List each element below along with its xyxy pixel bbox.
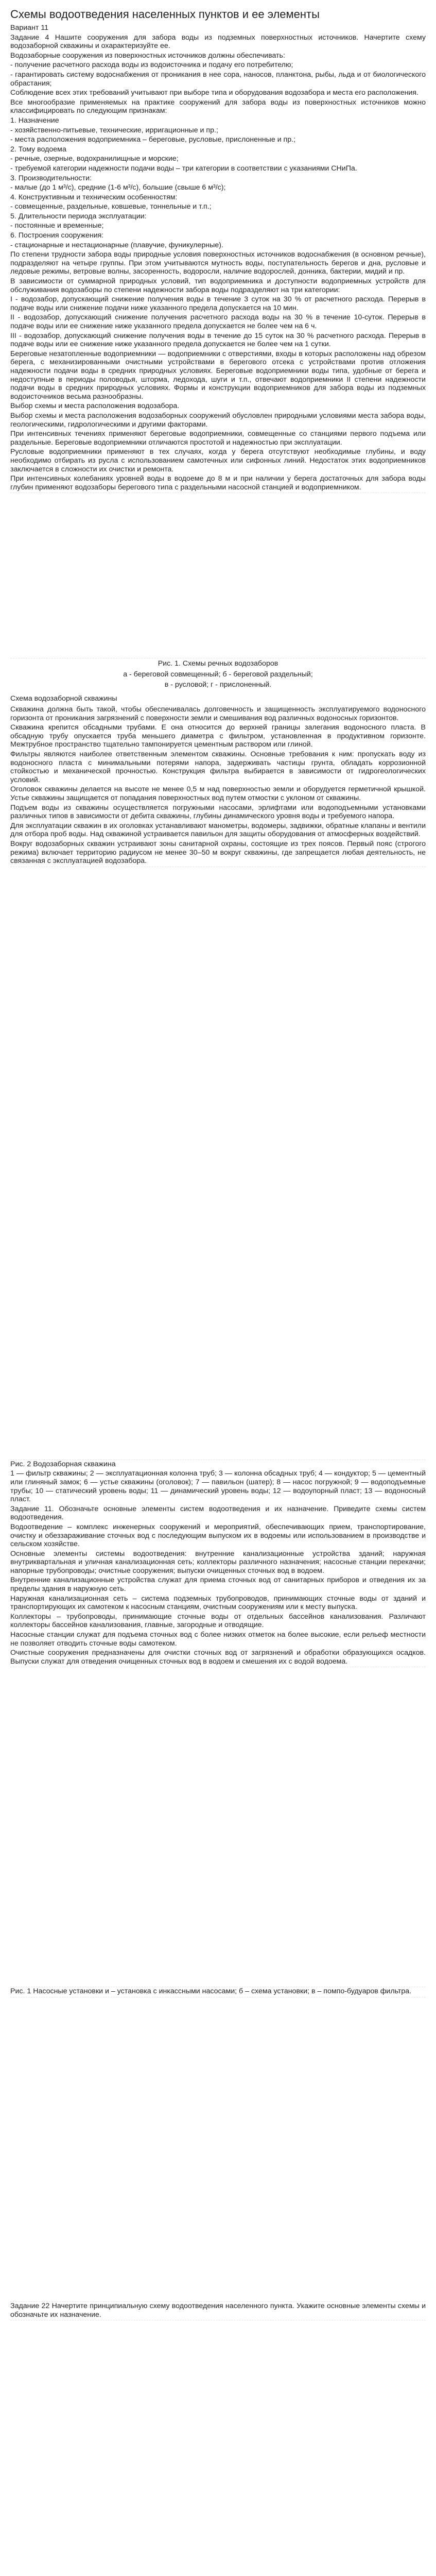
paragraph: В зависимости от суммарной природных условий, тип водоприемника и доступности водоприемных устройств для обслуживания водозаборы по степени надежности забора воды подразделяют на три категории: [10, 277, 426, 294]
figure-caption: Рис. 1. Схемы речных водозаборов [158, 659, 278, 668]
paragraph: - гарантировать систему водоснабжения от проникания в нее сора, наносов, планктона, рыбы, льда и от биологического обрастания; [10, 70, 426, 88]
paragraph: Задание 11. Обозначьте основные элементы систем водоотведения и их назначение. Приведите схемы систем водоотведения. [10, 1504, 426, 1522]
paragraph: При интенсивных течениях применяют береговые водоприемники, совмещенные со станциями первого подъема или раздельные. Береговые водоприемники отличаются простотой и надежностью при эксплуатации. [10, 430, 426, 447]
paragraph: - требуемой категории надежности подачи воды – три категории в соответствии с указаниями СНиПа. [10, 164, 357, 173]
paragraph: 1. Назначение [10, 116, 59, 125]
paragraph: При интенсивных колебаниях уровней воды в водоеме до 8 м и при наличии у берега достаточных для забора воды глубин применяют водозаборы берегового типа с раздельными насосной станцией и водоприемником. [10, 474, 426, 492]
paragraph: Вокруг водозаборных скважин устраивают зоны санитарной охраны, состоящие из трех поясов. Первый пояс (строгого режима) включает территорию радиусом не менее 30–50 м вокруг скважины, где запрещается любая деятельность, не связанная с эксплуатацией водозабора. [10, 839, 426, 866]
paragraph: Насосные станции служат для подъема сточных вод с более низких отметок на более высокие, если рельеф местности не позволяет отводить сточные воды самотеком. [10, 1631, 426, 1648]
paragraph: 2. Тому водоема [10, 145, 66, 154]
paragraph: - речные, озерные, водохранилищные и морские; [10, 155, 179, 163]
figure-area [10, 1997, 426, 2302]
figure-drainage-scheme [10, 2320, 426, 2576]
figure-area [10, 493, 426, 658]
paragraph: I - водозабор, допускающий снижение получения воды в течение 3 суток на 30 % от расчетного расхода. Перерыв в подаче воды или снижение подачи ниже указанного предела допускается на 10 мин. [10, 295, 426, 312]
figure-sewer-layout [10, 1997, 426, 2301]
paragraph: Выбор схемы и места расположения водозаборных сооружений обусловлен природными условиями места забора воды, геологическими, гидрологическими и другими факторами. [10, 411, 426, 429]
paragraph: Водоотведение – комплекс инженерных сооружений и мероприятий, обеспечивающих прием, транспортирование, очистку и обеззараживание сточных вод с последующим выпуском их в водоемы или использованием в производстве и сельском хозяйстве. [10, 1522, 426, 1549]
paragraph: 6. Построения сооружения: [10, 231, 104, 240]
paragraph: Скважина должна быть такой, чтобы обеспечивалась долговечность и защищенность эксплуатируемого водоносного горизонта от проникания загрязнений с поверхности земли и смешивания вод различных водоносных горизонтов. [10, 705, 426, 722]
paragraph: Выбор схемы и места расположения водозабора. [10, 402, 180, 411]
figure-area [10, 1667, 426, 1987]
paragraph: - получение расчетного расхода воды из водоисточника и подачу его потребителю; [10, 61, 293, 70]
paragraph: II - водозабор, допускающий снижение получения расчетного расхода воды на 30 % в течение 10-суток. Перерыв в подаче воды или ее снижение ниже указанного предела допускается не более чем на 6 ч. [10, 313, 426, 330]
paragraph: - совмещенные, раздельные, ковшевые, тоннельные и т.п.; [10, 202, 212, 211]
paragraph: Скважина крепится обсадными трубами. Е она относится до верхней границы залегания водоносного пласта. В обсадную трубу опускается труба меньшего диаметра с фильтром, установленная в продуктивном горизонте. Межтрубное пространство тщательно тампонируется цементным раствором или глиной. [10, 723, 426, 749]
paragraph: Для эксплуатации скважин в их оголовках устанавливают манометры, водомеры, задвижки, обратные клапаны и вентили для отбора проб воды. Над скважиной устраивается павильон для защиты оборудования от атмосферных воздействий. [10, 821, 426, 839]
paragraph: Основные элементы системы водоотведения: внутренние канализационные устройства зданий; наружная внутриквартальная и уличная канализационная сеть; коллекторы различного назначения; насосные станции перекачки; напорные трубопроводы; очистные сооружения; выпуски очищенных сточных вод в водоем. [10, 1549, 426, 1575]
figure-area [10, 867, 426, 1460]
paragraph: - стационарные и нестационарные (плавучие, фуникулерные). [10, 241, 223, 249]
paragraph: - постоянные и временные; [10, 222, 104, 230]
paragraph: Береговые незатопленные водоприемники — водоприемники с отверстиями, входы в которых расположены над обрезом берега, с механизированными очистными устройствами в берегового отсека с устройствами против отложения надежности подачи воды в средних природных условиях. Береговые водоприемники воды типа, удобные от берега и недоступные в периоды половодья, шторма, ледохода, шуги и т.п., отвечают водоприемники II степени надежности подачи воды в средних природных условиях. Формы и конструкции водоприемников для забора воды из подземных водоисточников весьма разнообразны. [10, 349, 426, 401]
paragraph: - хозяйственно-питьевые, технические, ирригационные и пр.; [10, 126, 218, 134]
figure-area [10, 2320, 426, 2576]
paragraph: Русловые водоприемники применяют в тех случаях, когда у берега отсутствуют необходимые глубины, и воду необходимо отбирать из русла с использованием самотечных или сифонных линий. Недостаток этих водоприемников заключается в сложности их очистки и ремонта. [10, 448, 426, 473]
paragraph: По степени трудности забора воды природные условия поверхностных источников водоснабжения (в основном речные), подразделяют на четыре группы. При этом учитываются мутность воды, поступательность берегов и дна, русловые и ледовые режимы, ветровые волны, засоренность, водоросли, наличие водорослей, донника, бактерии, мидий и пр. [10, 250, 426, 276]
variant-label: Вариант 11 [10, 24, 49, 32]
paragraph: Соблюдение всех этих требований учитывают при выборе типа и оборудования водозабора и места его расположения. [10, 89, 418, 97]
page-title: Схемы водоотведения населенных пунктов и ее элементы [10, 8, 320, 21]
paragraph: 5. Длительности периода эксплуатации: [10, 212, 147, 221]
paragraph: - малые (до 1 м³/с), средние (1-6 м³/с), большие (свыше 6 м³/с); [10, 183, 226, 192]
paragraph: - места расположения водоприемника – береговые, русловые, прислоненные и пр.; [10, 135, 296, 144]
paragraph: 4. Конструктивным и техническим особенностям: [10, 193, 178, 201]
paragraph: Коллекторы – трубопроводы, принимающие сточные воды от отдельных бассейнов канализования. Различают коллекторы бассейнов канализования, главные, загородные и отводящие. [10, 1612, 426, 1630]
figure-water-intake [10, 493, 426, 657]
paragraph: 1 — фильтр скважины; 2 — эксплуатационная колонна труб; 3 — колонна обсадных труб; 4 — кондуктор; 5 — цементный или глиняный замок; 6 — устье скважины (оголовок); 7 — павильон (шатер); 8 — насос погружной; 9 — водоподъемные трубы; 10 — статический уровень воды; 11 — динамический уровень воды; 12 — водоупорный пласт; 13 — водоносный пласт. [10, 1469, 426, 1504]
figure-sewer-elements [10, 1667, 426, 1986]
paragraph: 3. Производительности: [10, 174, 92, 182]
figure-caption: а - береговой совмещенный; б - береговой раздельный; [123, 670, 313, 679]
paragraph: Задание 22 Начертите принципиальную схему водоотведения населенного пункта. Укажите основные элементы схемы и обозначьте их назначение. [10, 2302, 426, 2319]
paragraph: Рис. 2 Водозаборная скважина [10, 1460, 116, 1468]
paragraph: Подъем воды из скважины осуществляется погружными насосами, эрлифтами или водоподъемными установками различных типов в зависимости от дебита скважины, глубины динамического уровня воды и требуемого напора. [10, 803, 426, 821]
paragraph: Водозаборные сооружения из поверхностных источников должны обеспечивать: [10, 51, 285, 60]
paragraph: Задание 4 Нашите сооружения для забора воды из подземных поверхностных источников. Начертите схему водозаборной скважины и охарактеризуйте ее. [10, 33, 426, 50]
document-body [10, 24, 426, 2576]
paragraph: Рис. 1 Насосные установки и – установка с инкассными насосами; б – схема установки; в – помпо-будуаров фильтра. [10, 1987, 412, 1996]
paragraph: Оголовок скважины делается на высоте не менее 0,5 м над поверхностью земли и оборудуется герметичной крышкой. Устье скважины защищается от попадания поверхностных вод путем отмостки с уклоном от скважины. [10, 785, 426, 802]
figure-caption: в - русловой; г - прислоненный. [164, 681, 272, 689]
paragraph: Очистные сооружения предназначены для очистки сточных вод от загрязнений и обработки образующихся осадков. Выпуски служат для отведения очищенных сточных вод в водоем и смешения их с водой водоема. [10, 1649, 426, 1666]
paragraph: Фильтры являются наиболее ответственным элементом скважины. Основные требования к ним: пропускать воду из водоносного пласта с минимальными потерями напора, задерживать частицы грунта, обладать коррозионной стойкостью и механической прочностью. Конструкция фильтра выбирается в зависимости от гидрогеологических условий. [10, 750, 426, 784]
paragraph: Внутренние канализационные устройства служат для приема сточных вод от санитарных приборов и отведения их за пределы здания в наружную сеть. [10, 1576, 426, 1594]
section-heading: Схема водозаборной скважины [10, 694, 117, 703]
paragraph: Наружная канализационная сеть – система подземных трубопроводов, принимающих сточные воды от зданий и транспортирующих их самотеком к насосным станциям, очистным сооружениям или к месту выпуска. [10, 1594, 426, 1612]
paragraph: Все многообразие применяемых на практике сооружений для забора воды из поверхностных источников можно классифицировать по следующим признакам: [10, 98, 426, 115]
paragraph: III - водозабор, допускающий снижение получения воды в течение до 15 суток на 30 % расчетного расхода. Перерыв в подаче воды или ее снижение ниже указанного предела допускается не более чем на 1 сутки. [10, 331, 426, 349]
figure-well-scheme [10, 867, 426, 1459]
